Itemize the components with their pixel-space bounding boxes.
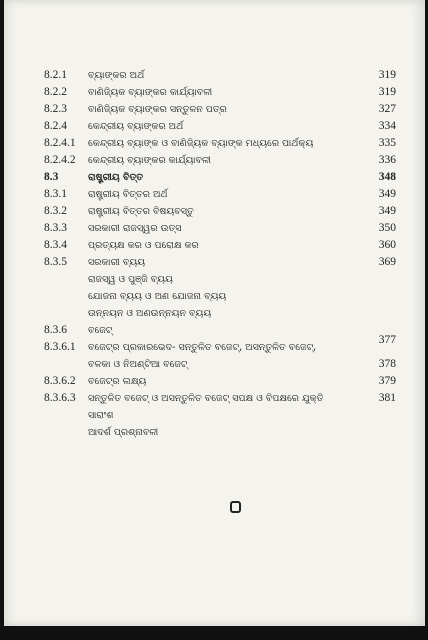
toc-entry [44,390,396,407]
section-title: ବାଣିଜ୍ୟିକ ବ୍ୟାଙ୍କର କାର୍ଯ୍ୟାବଳୀ [88,87,213,98]
book-page [4,0,425,626]
toc-entry [44,67,396,84]
page-number: 360 [378,239,396,251]
section-title: ରାଷ୍ଟ୍ରୀୟ ବିତ୍ତର ବିଷୟବସ୍ତୁ [88,206,194,217]
section-title: ରାଷ୍ଟ୍ରୀୟ ବିତ୍ତ [88,172,144,183]
section-title: ସାରାଂଶ [88,410,114,421]
section-number: 8.3 [44,171,59,183]
page-number: 349 [378,205,396,217]
section-number: 8.2.4.2 [44,154,76,166]
section-number: 8.2.2 [44,86,67,98]
toc-entry [44,339,396,356]
section-title: କେନ୍ଦ୍ରୀୟ ବ୍ୟାଙ୍କର କାର୍ଯ୍ୟାବଳୀ [88,155,211,166]
toc-entry [44,373,396,390]
toc-entry [44,288,396,305]
toc-entry [44,203,396,220]
section-title: କେନ୍ଦ୍ରୀୟ ବ୍ୟାଙ୍କ ଓ ବାଣିଜ୍ୟିକ ବ୍ୟାଙ୍କ ମଧ୍ୟରେ ପାର୍ଥକ୍ୟ [88,138,314,149]
section-number: 8.3.5 [44,256,67,268]
toc-entry [44,135,396,152]
page-number: 319 [378,86,396,98]
page-number: 327 [378,103,396,115]
section-title: କେନ୍ଦ୍ରୀୟ ବ୍ୟାଙ୍କର ଅର୍ଥ [88,121,184,132]
page-number: 378 [378,358,396,370]
page-number: 334 [378,120,396,132]
toc-entry [44,220,396,237]
toc-entry [44,101,396,118]
section-title: ଆଦର୍ଶ ପ୍ରଶ୍ନାବଳୀ [88,427,159,438]
page-number: 349 [378,188,396,200]
page-number: 369 [378,256,396,268]
page-number: 348 [378,171,396,183]
section-title: ସନ୍ତୁଳିତ ବଜେଟ୍ ଓ ଅସନ୍ତୁଳିତ ବଜେଟ୍ ସପକ୍ଷ ଓ ବିପକ୍ଷରେ ଯୁକ୍ତି [88,393,324,404]
section-number: 8.3.2 [44,205,67,217]
section-title: ପ୍ରତ୍ୟକ୍ଷ କର ଓ ପରୋକ୍ଷ କର [88,240,199,251]
section-title: ସରକାରୀ ବ୍ୟୟ [88,257,146,268]
toc-entry [44,118,396,135]
toc-entry [44,84,396,101]
section-number: 8.3.3 [44,222,67,234]
section-title: ଉନ୍ନୟନ ଓ ଅଣଉନ୍ନୟନ ବ୍ୟୟ [88,308,212,319]
page-number: 319 [378,69,396,81]
section-number: 8.3.6 [44,324,67,336]
page-number-mark [230,501,241,513]
toc-entry [44,237,396,254]
page-number: 350 [378,222,396,234]
toc-entry [44,254,396,271]
section-title: ରାଜସ୍ୱ ଓ ପୁଞ୍ଜି ବ୍ୟୟ [88,274,173,285]
section-title: ବ୍ୟାଙ୍କର ଅର୍ଥ [88,70,145,81]
section-number: 8.3.4 [44,239,67,251]
section-title: ବଳକା ଓ ନିଅଣ୍ଟିଆ ବଜେଟ୍ [88,359,188,370]
toc-entry [44,186,396,203]
section-number: 8.3.1 [44,188,67,200]
section-title: ବଜେଟ୍‌ର ଲକ୍ଷ୍ୟ [88,376,147,387]
section-number: 8.3.6.1 [44,341,76,353]
section-number: 8.3.6.2 [44,375,76,387]
section-number: 8.2.3 [44,103,67,115]
section-number: 8.2.4 [44,120,67,132]
toc-entry [44,407,396,424]
section-title: ସରକାରୀ ରାଜସ୍ୱର ଉତ୍ସ [88,223,182,234]
page-number: 377 [378,334,396,346]
section-number: 8.3.6.3 [44,392,76,404]
toc-entry [44,169,396,186]
section-title: ବଜେଟ୍ [88,325,113,336]
toc-entry [44,356,396,373]
toc-entry [44,152,396,169]
page-number: 381 [378,392,396,404]
toc-entry [44,424,396,441]
toc-entry [44,305,396,322]
section-title: ବାଣିଜ୍ୟିକ ବ୍ୟାଙ୍କର ସନ୍ତୁଳନ ପତ୍ର [88,104,227,115]
page-number: 335 [378,137,396,149]
section-title: ବଜେଟ୍‌ର ପ୍ରକାରଭେଦ- ସନ୍ତୁଳିତ ବଜେଟ୍, ଅସନ୍ତୁଳିତ ବଜେଟ୍, [88,342,317,353]
toc-entry [44,322,396,346]
section-title: ଯୋଜନା ବ୍ୟୟ ଓ ଅଣ ଯୋଜନା ବ୍ୟୟ [88,291,227,302]
section-title: ରାଷ୍ଟ୍ରୀୟ ବିତ୍ତର ଅର୍ଥ [88,189,168,200]
toc-entry [44,271,396,288]
section-number: 8.2.1 [44,69,67,81]
page-number: 379 [378,375,396,387]
page-number: 336 [378,154,396,166]
section-number: 8.2.4.1 [44,137,76,149]
table-of-contents [44,67,396,441]
